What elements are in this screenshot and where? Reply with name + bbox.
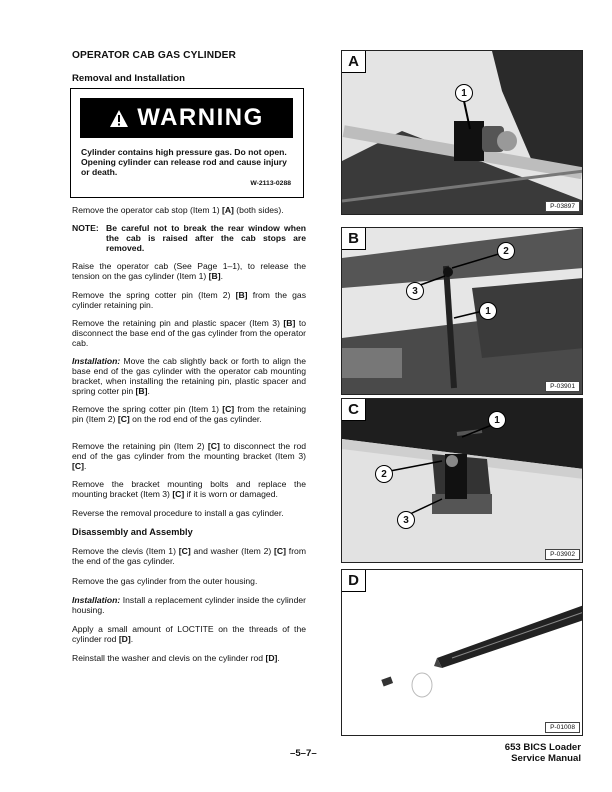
figure-b <box>341 227 583 395</box>
figure-c-callout-3: 3 <box>397 511 415 529</box>
paragraph-remove-gas-cylinder: Remove the gas cylinder from the outer housing. <box>72 576 258 586</box>
figure-b-label: B <box>342 228 366 250</box>
figure-b-callout-2: 2 <box>497 242 515 260</box>
note-rear-window <box>72 223 306 253</box>
figure-a <box>341 50 583 215</box>
paragraph-reinstall-washer: Reinstall the washer and clevis on the cylinder rod [D]. <box>72 653 280 663</box>
note-label: NOTE: <box>72 223 99 233</box>
paragraph-remove-clevis: Remove the clevis (Item 1) [C] and washer (Item 2) [C] from the end of the gas cylinder. <box>72 546 306 566</box>
figure-b-callout-1: 1 <box>479 302 497 320</box>
paragraph-remove-retaining-pin: Remove the retaining pin and plastic spacer (Item 3) [B] to disconnect the base end of the gas cylinder from the operator cab. <box>72 318 306 348</box>
figure-c-label: C <box>342 399 366 421</box>
paragraph-remove-cab-stop: Remove the operator cab stop (Item 1) [A] (both sides). <box>72 205 284 215</box>
manual-title-line2: Service Manual <box>511 753 581 764</box>
figure-c <box>341 398 583 563</box>
subsection-removal-heading: Removal and Installation <box>72 73 186 84</box>
note-text: Be careful not to break the rear window when the cab is raised after the cab stops are removed. <box>106 223 306 253</box>
figure-c-callout-1: 1 <box>488 411 506 429</box>
warning-word: WARNING <box>137 104 264 131</box>
figure-c-code: P-03902 <box>545 549 580 560</box>
paragraph-apply-loctite: Apply a small amount of LOCTITE on the threads of the cylinder rod [D]. <box>72 624 306 644</box>
figure-a-callout-1: 1 <box>455 84 473 102</box>
figure-d-code: P-01008 <box>545 722 580 733</box>
paragraph-remove-cotter-pin: Remove the spring cotter pin (Item 2) [B] from the gas cylinder retaining pin. <box>72 290 306 310</box>
page-number: –5–7– <box>290 748 317 759</box>
warning-text: Cylinder contains high pressure gas. Do not open. Opening cylinder can release rod and cause injury or death. <box>81 147 287 177</box>
warning-box <box>70 88 304 198</box>
manual-title-line1: 653 BICS Loader <box>504 742 581 753</box>
figure-d-label: D <box>342 570 366 592</box>
subsection-disassembly-heading: Disassembly and Assembly <box>72 527 193 537</box>
paragraph-remove-spring-cotter-rod-end: Remove the spring cotter pin (Item 1) [C] from the retaining pin (Item 2) [C] on the rod end of the gas cylinder. <box>72 404 306 424</box>
figure-d-photo <box>342 570 583 736</box>
figure-b-callout-3: 3 <box>406 282 424 300</box>
figure-b-photo <box>342 228 583 395</box>
paragraph-installation-align: Installation: Move the cab slightly back or forth to align the base end of the gas cylinder with the operator cab mounting bracket, when installing the retaining pin, plastic spacer and spring cotter pin [B]. <box>72 356 306 396</box>
figure-c-callout-2: 2 <box>375 465 393 483</box>
warning-banner <box>80 98 293 138</box>
paragraph-install-replacement: Installation: Install a replacement cylinder inside the cylinder housing. <box>72 595 306 615</box>
paragraph-reverse-procedure: Reverse the removal procedure to install a gas cylinder. <box>72 508 284 518</box>
manual-title <box>505 742 581 764</box>
paragraph-replace-bracket: Remove the bracket mounting bolts and replace the mounting bracket (Item 3) [C] if it is worn or damaged. <box>72 479 306 499</box>
figure-d <box>341 569 583 736</box>
figure-a-code: P-03897 <box>545 201 580 212</box>
warning-triangle-icon <box>109 109 129 128</box>
figure-a-photo <box>342 51 583 215</box>
paragraph-remove-retaining-pin-rod-end: Remove the retaining pin (Item 2) [C] to disconnect the rod end of the gas cylinder from the mounting bracket (Item 3) [C]. <box>72 441 307 471</box>
figure-b-code: P-03901 <box>545 381 580 392</box>
paragraph-raise-cab: Raise the operator cab (See Page 1–1), to release the tension on the gas cylinder (Item 1) [B]. <box>72 261 306 281</box>
section-title: OPERATOR CAB GAS CYLINDER <box>72 50 237 61</box>
figure-a-label: A <box>342 51 366 73</box>
warning-code: W-2113-0288 <box>250 180 291 187</box>
